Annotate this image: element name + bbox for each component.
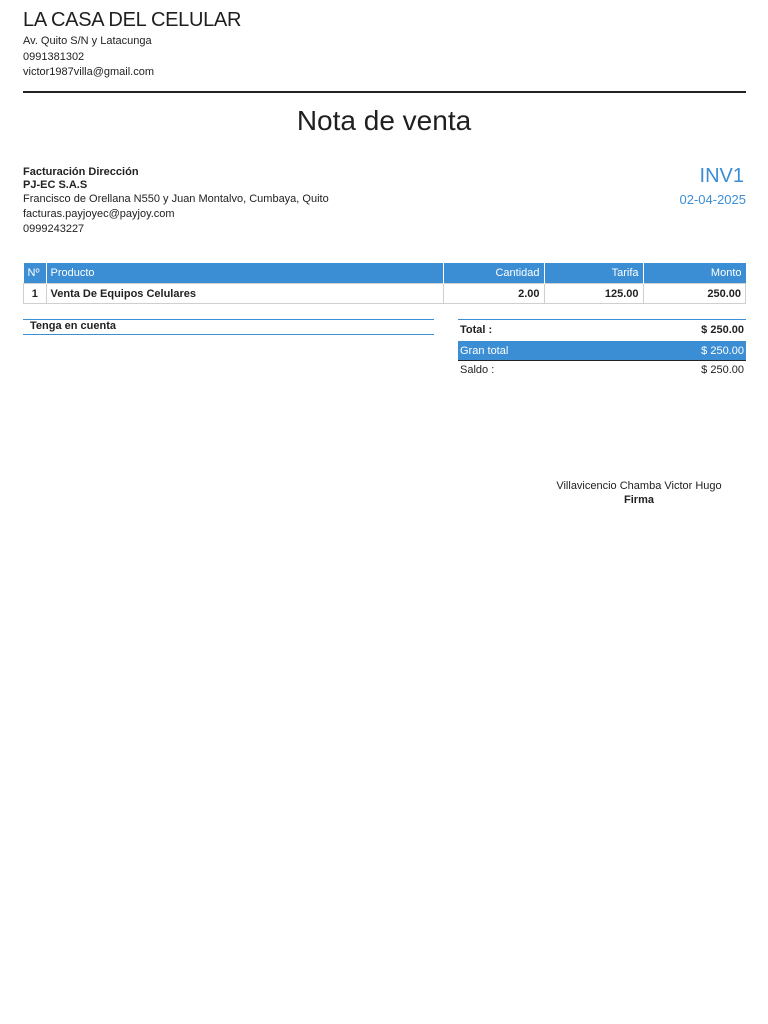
row-rate: 125.00	[544, 284, 643, 304]
grand-total-label: Gran total	[460, 345, 509, 357]
totals-block	[458, 319, 746, 379]
table-row	[24, 284, 746, 304]
header-product: Producto	[46, 263, 443, 284]
row-no: 1	[24, 284, 47, 304]
company-name: LA CASA DEL CELULAR	[23, 9, 242, 31]
company-email: victor1987villa@gmail.com	[23, 66, 154, 78]
billing-label: Facturación Dirección	[23, 166, 139, 178]
document-title: Nota de venta	[296, 105, 472, 136]
header-no: Nº	[24, 263, 47, 284]
header-quantity: Cantidad	[443, 263, 544, 284]
row-quantity: 2.00	[443, 284, 544, 304]
signature-name: Villavicencio Chamba Victor Hugo	[556, 480, 722, 492]
billing-phone: 0999243227	[23, 223, 85, 235]
company-phone: 0991381302	[23, 51, 85, 63]
row-product: Venta De Equipos Celulares	[46, 284, 443, 304]
table-header-row	[24, 263, 746, 284]
company-address: Av. Quito S/N y Latacunga	[23, 35, 152, 47]
signature-label: Firma	[624, 494, 654, 506]
balance-row	[458, 361, 746, 379]
items-table	[23, 263, 746, 304]
billing-name: PJ-EC S.A.S	[23, 179, 88, 191]
grand-total-value: $ 250.00	[701, 345, 744, 357]
note-box	[23, 319, 434, 335]
balance-label: Saldo :	[460, 364, 495, 376]
row-amount: 250.00	[643, 284, 746, 304]
header-divider	[23, 91, 746, 93]
total-label: Total :	[460, 324, 493, 336]
header-amount: Monto	[643, 263, 746, 284]
grand-total-row	[458, 341, 746, 361]
total-value: $ 250.00	[701, 324, 744, 336]
billing-address: Francisco de Orellana N550 y Juan Montalvo, Cumbaya, Quito	[23, 193, 329, 205]
invoice-number: INV1	[699, 165, 744, 187]
note-text: Tenga en cuenta	[30, 320, 116, 332]
billing-email: facturas.payjoyec@payjoy.com	[23, 208, 175, 220]
header-rate: Tarifa	[544, 263, 643, 284]
invoice-date: 02-04-2025	[679, 192, 746, 207]
balance-value: $ 250.00	[701, 364, 744, 376]
total-row	[458, 319, 746, 340]
